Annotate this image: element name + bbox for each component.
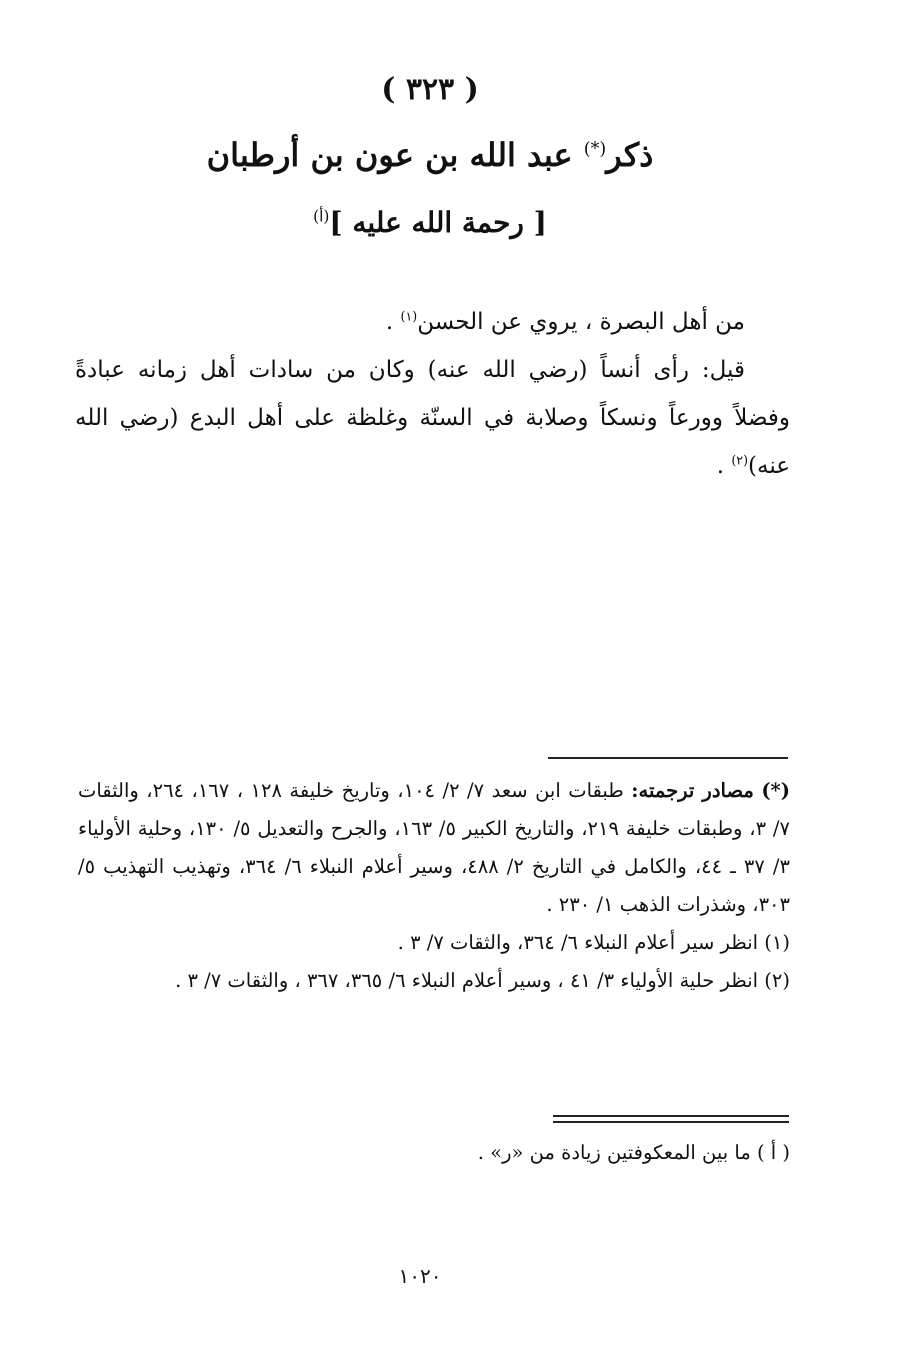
footnote-separator — [548, 757, 788, 759]
editor-note — [78, 1134, 790, 1172]
main-text — [75, 298, 790, 490]
footnote-2 — [78, 962, 790, 1000]
subtitle-footnote-mark: (أ) — [313, 207, 330, 226]
editor-note-separator-top — [553, 1115, 789, 1117]
paragraph-2 — [75, 346, 790, 490]
entry-number: ( ٣٢٣ ) — [381, 72, 479, 107]
sources-marker: (*) — [761, 779, 790, 802]
paragraph-1-ref: (١) — [400, 308, 418, 324]
footnote-2-text: انظر حلية الأولياء ٣/ ٤١ ، وسير أعلام النبلاء ٦/ ٣٦٥، ٣٦٧ ، والثقات ٧/ ٣ . — [175, 969, 759, 992]
footnote-1-text: انظر سير أعلام النبلاء ٦/ ٣٦٤، والثقات ٧/ ٣ . — [397, 931, 759, 954]
paragraph-1-end: . — [385, 309, 401, 335]
subtitle-text: [ رحمة الله عليه ] — [329, 206, 547, 239]
paragraph-2-text: قيل: رأى أنساً (رضي الله عنه) وكان من سادات أهل زمانه عبادةً وفضلاً وورعاً ونسكاً وصلابة في السنّة وغلظة على أهل البدع (رضي الله عنه) — [75, 357, 790, 479]
editor-note-text: ما بين المعكوفتين زيادة من «ر» . — [477, 1141, 751, 1164]
footnote-1 — [78, 924, 790, 962]
paragraph-2-end: . — [716, 453, 732, 479]
paragraph-1 — [75, 298, 790, 346]
sources-label: مصادر ترجمته: — [631, 779, 754, 802]
footnote-sources — [78, 772, 790, 924]
paragraph-2-ref: (٢) — [731, 452, 749, 468]
page-number: ١٠٢٠ — [398, 1264, 442, 1288]
entry-subtitle — [0, 206, 860, 239]
footnote-1-marker: (١) — [764, 931, 790, 954]
title-name: عبد الله بن عون بن أرطبان — [206, 136, 573, 174]
sources-text: طبقات ابن سعد ٧/ ٢/ ١٠٤، وتاريخ خليفة ١٢٨ ، ١٦٧، ٢٦٤، والثقات ٧/ ٣، وطبقات خليفة ٢١٩، والتاريخ الكبير ٥/ ١٦٣، والجرح والتعديل ٥/ ١٣٠، وحلية الأولياء ٣/ ٣٧ ـ ٤٤، والكامل في التاريخ ٢/ ٤٨٨، وسير أعلام النبلاء ٦/ ٣٦٤، وتهذيب التهذيب ٥/ ٣٠٣، وشذرات الذهب ١/ ٢٣٠ . — [78, 779, 790, 916]
editor-note-separator-bottom — [553, 1121, 789, 1123]
paragraph-1-text: من أهل البصرة ، يروي عن الحسن — [417, 309, 745, 335]
entry-title — [0, 136, 860, 174]
title-prefix: ذكر — [606, 136, 654, 174]
title-footnote-mark: (*) — [583, 139, 607, 160]
footnote-2-marker: (٢) — [764, 969, 790, 992]
footnotes — [78, 772, 790, 1000]
editor-note-marker: ( أ ) — [756, 1141, 790, 1164]
